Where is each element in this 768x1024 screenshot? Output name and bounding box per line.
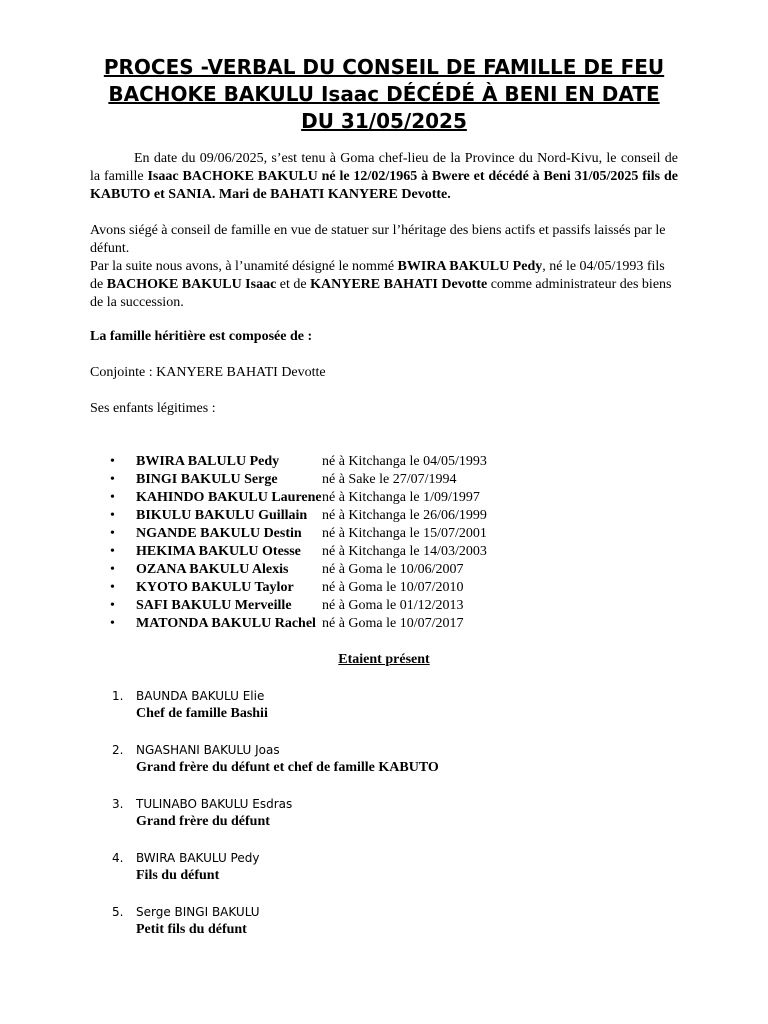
child-birth: né à Kitchanga le 1/09/1997	[322, 490, 480, 505]
list-item	[90, 597, 590, 615]
bullet-icon: •	[110, 454, 115, 469]
child-birth: né à Kitchanga le 04/05/1993	[322, 454, 487, 469]
list-item	[90, 615, 590, 633]
person-role: Grand frère du défunt	[136, 814, 270, 829]
bullet-icon: •	[110, 580, 115, 595]
person-role: Petit fils du défunt	[136, 922, 247, 937]
person-name: BAUNDA BAKULU Elie	[136, 689, 265, 703]
list-item	[90, 687, 678, 741]
list-item	[90, 579, 590, 597]
child-birth: né à Goma le 10/07/2010	[322, 580, 464, 595]
person-name: BWIRA BAKULU Pedy	[136, 851, 260, 865]
title-line-2: BACHOKE BAKULU Isaac DÉCÉDÉ À BENI EN DATE	[108, 82, 660, 106]
heirs-heading: La famille héritière est composée de :	[90, 329, 313, 344]
designation-text-4: comme administrateur des biens de la succession.	[90, 277, 672, 310]
list-item	[90, 525, 590, 543]
bullet-icon: •	[110, 544, 115, 559]
intro-paragraph	[90, 150, 678, 204]
child-name: KAHINDO BAKULU Laurene	[136, 490, 322, 505]
bullet-icon: •	[110, 490, 115, 505]
designation-paragraph	[90, 258, 678, 312]
title-line-3: DU 31/05/2025	[301, 109, 467, 133]
list-item	[90, 489, 590, 507]
child-name: KYOTO BAKULU Taylor	[136, 580, 294, 595]
person-name: TULINABO BAKULU Esdras	[136, 797, 293, 811]
person-role: Chef de famille Bashii	[136, 706, 268, 721]
person-role: Fils du défunt	[136, 868, 220, 883]
list-number: 2.	[112, 743, 124, 757]
present-list	[90, 687, 678, 957]
list-item	[90, 903, 678, 957]
child-name: HEKIMA BAKULU Otesse	[136, 544, 301, 559]
list-number: 1.	[112, 689, 124, 703]
person-role: Grand frère du défunt et chef de famille KABUTO	[136, 760, 439, 775]
siege-paragraph: Avons siégé à conseil de famille en vue de statuer sur l’héritage des biens actifs et passifs laissés par le défunt.	[90, 223, 666, 256]
child-birth: né à Sake le 27/07/1994	[322, 472, 457, 487]
list-item	[90, 453, 590, 471]
child-name: NGANDE BAKULU Destin	[136, 526, 302, 541]
children-list	[90, 453, 590, 633]
child-birth: né à Goma le 10/07/2017	[322, 616, 464, 631]
list-number: 4.	[112, 851, 124, 865]
list-item	[90, 561, 590, 579]
bullet-icon: •	[110, 616, 115, 631]
mother-name: KANYERE BAHATI Devotte	[310, 277, 488, 292]
list-item	[90, 507, 590, 525]
child-name: BINGI BAKULU Serge	[136, 472, 278, 487]
administrator-name: BWIRA BAKULU Pedy	[397, 259, 543, 274]
list-item	[90, 849, 678, 903]
bullet-icon: •	[110, 562, 115, 577]
child-birth: né à Kitchanga le 26/06/1999	[322, 508, 487, 523]
list-item	[90, 543, 590, 561]
child-name: OZANA BAKULU Alexis	[136, 562, 289, 577]
designation-text-2: , né le 04/05/1993 fils de	[90, 259, 665, 292]
child-birth: né à Goma le 10/06/2007	[322, 562, 464, 577]
list-number: 5.	[112, 905, 124, 919]
list-item	[90, 471, 590, 489]
child-name: SAFI BAKULU Merveille	[136, 598, 292, 613]
bullet-icon: •	[110, 472, 115, 487]
list-item	[90, 741, 678, 795]
list-item	[90, 795, 678, 849]
father-name: BACHOKE BAKULU Isaac	[106, 277, 277, 292]
child-birth: né à Kitchanga le 14/03/2003	[322, 544, 487, 559]
child-birth: né à Kitchanga le 15/07/2001	[322, 526, 487, 541]
children-heading: Ses enfants légitimes :	[90, 401, 216, 416]
designation-text-1: Par la suite nous avons, à l’unamité désigné le nommé	[90, 259, 398, 274]
title-line-1: PROCES -VERBAL DU CONSEIL DE FAMILLE DE FEU	[103, 55, 665, 79]
bullet-icon: •	[110, 526, 115, 541]
person-name: NGASHANI BAKULU Joas	[136, 743, 280, 757]
child-birth: né à Goma le 01/12/2013	[322, 598, 464, 613]
child-name: BWIRA BALULU Pedy	[136, 454, 280, 469]
child-name: BIKULU BAKULU Guillain	[136, 508, 308, 523]
list-number: 3.	[112, 797, 124, 811]
intro-deceased-details: Isaac BACHOKE BAKULU né le 12/02/1965 à Bwere et décédé à Beni 31/05/2025 fils de KABUTO et SANIA. Mari de BAHATI KANYERE Devotte.	[90, 169, 678, 202]
spouse-line: Conjointe : KANYERE BAHATI Devotte	[90, 365, 326, 380]
person-name: Serge BINGI BAKULU	[136, 905, 260, 919]
document-title	[60, 54, 708, 135]
present-heading: Etaient présent	[338, 652, 430, 667]
intro-text: En date du 09/06/2025, s’est tenu à Goma chef-lieu de la Province du Nord-Kivu, le conseil de la famille	[90, 151, 678, 184]
designation-text-3: et de	[276, 277, 311, 292]
child-name: MATONDA BAKULU Rachel	[136, 616, 316, 631]
bullet-icon: •	[110, 508, 115, 523]
bullet-icon: •	[110, 598, 115, 613]
